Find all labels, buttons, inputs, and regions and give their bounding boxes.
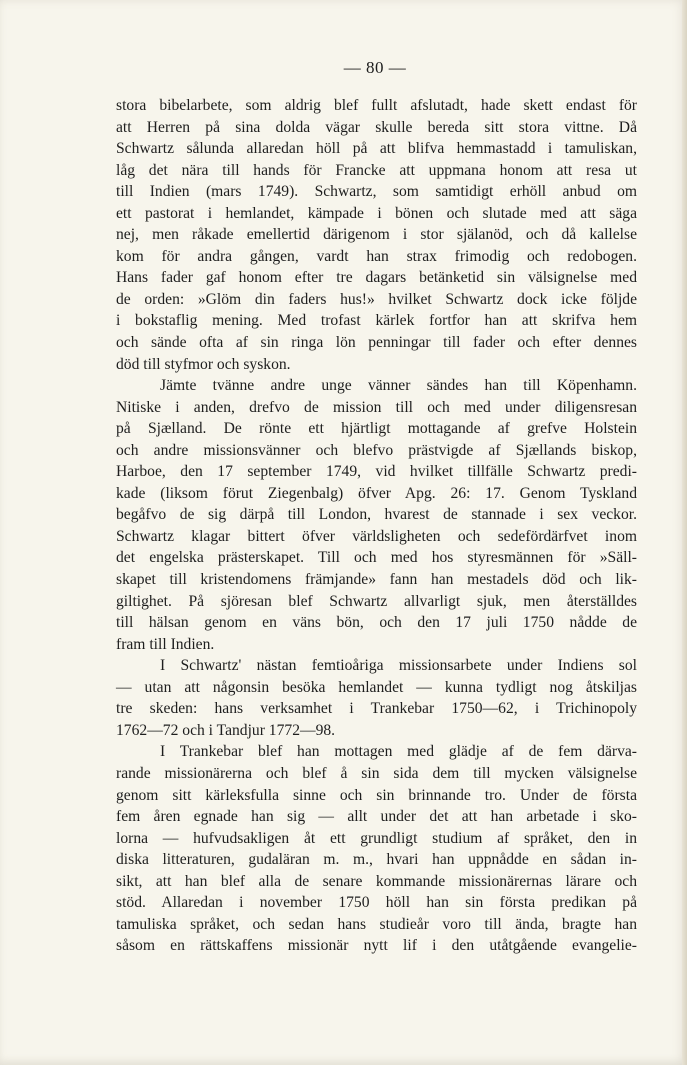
text-line: genom sitt kärleksfulla sinne och sin brinnande tro. Under de första (116, 786, 637, 804)
text-line: Jämte tvänne andre unge vänner sändes han till Köpenhamn. (160, 377, 637, 395)
text-line: I Trankebar blef han mottagen med glädje af de fem därva- (160, 743, 637, 761)
text-line: Hans fader gaf honom efter tre dagars betänketid sin välsignelse med (116, 269, 637, 287)
text-line: att Herren på sina dolda vägar skulle bereda sitt stora vittne. Då (116, 118, 637, 136)
text-line: fram till Indien. (116, 635, 215, 653)
text-line: tamuliska språket, och sedan hans studieår voro till ända, bragte han (116, 915, 637, 933)
text-line: I Schwartz' nästan femtioåriga missionsarbete under Indiens sol (160, 657, 637, 675)
text-line: nej, men råkade emellertid därigenom i stor själanöd, och då kallelse (116, 226, 637, 244)
text-line: lorna — hufvudsakligen åt ett grundligt studium af språket, den in (116, 829, 637, 847)
text-line: tre skeden: hans verksamhet i Trankebar 1750—62, i Trichinopoly (116, 700, 637, 718)
text-line: låg det nära till hands för Francke att uppmana honom att resa ut (116, 161, 637, 179)
text-line: såsom en rättskaffens missionär nytt lif i den utåtgående evangelie- (116, 937, 637, 955)
text-line: Harboe, den 17 september 1749, vid hvilket tillfälle Schwartz predi- (116, 463, 637, 481)
text-line: ett pastorat i hemlandet, kämpade i bönen och slutade med att säga (116, 204, 637, 222)
text-line: kom för andra gången, vardt han strax frimodig och redobogen. (116, 247, 637, 265)
text-line: sikt, att han blef alla de senare kommande missionärernas lärare och (116, 872, 637, 890)
text-line: det engelska prästerskapet. Till och med hos styresmännen för »Säll- (116, 549, 637, 567)
text-line: och andre missionsvänner och blefvo prästvigde af Sjællands biskop, (116, 441, 637, 459)
page-edge (682, 0, 687, 1065)
text-line: Schwartz sålunda allaredan höll på att blifva hemmastadd i tamuliskan, (116, 140, 637, 158)
text-line: stöd. Allaredan i november 1750 höll han sin första predikan på (116, 894, 637, 912)
text-line: Nitiske i anden, drefvo de mission till och med under diligensresan (116, 398, 637, 416)
page-number: — 80 — (343, 58, 407, 77)
text-line: fem åren egnade han sig — allt under det att han arbetade i sko- (116, 808, 637, 826)
text-line: — utan att någonsin besöka hemlandet — kunna tydligt nog åtskiljas (116, 678, 637, 696)
text-line: till Indien (mars 1749). Schwartz, som samtidigt erhöll anbud om (116, 183, 637, 201)
text-line: diska litteraturen, gudaläran m. m., hvari han uppnådde en sådan in- (116, 851, 637, 869)
text-line: 1762—72 och i Tandjur 1772—98. (116, 721, 336, 739)
text-line: de orden: »Glöm din faders hus!» hvilket Schwartz dock icke följde (116, 290, 637, 308)
text-line: begåfvo de sig därpå till London, hvarest de stannade i sex veckor. (116, 506, 637, 524)
text-line: giltighet. På sjöresan blef Schwartz allvarligt sjuk, men återställdes (116, 592, 637, 610)
text-line: stora bibelarbete, som aldrig blef fullt afslutadt, hade skett endast för (116, 97, 637, 114)
text-line: på Sjælland. De rönte ett hjärtligt mottagande af grefve Holstein (116, 420, 637, 438)
text-line: till hälsan genom en väns bön, och den 17 juli 1750 nådde de (116, 614, 637, 632)
text-line: rande missionärerna och blef å sin sida dem till mycken välsignelse (116, 764, 637, 782)
text-line: i bokstaflig mening. Med trofast kärlek fortfor han att skrifva hem (116, 312, 637, 330)
body-text (116, 95, 637, 957)
text-line: och sände ofta af sin ringa lön penningar till fader och efter dennes (116, 334, 637, 352)
text-line: Schwartz klagar bittert öfver världsligheten och sedefördärfvet inom (116, 527, 637, 545)
text-line: död till styfmor och syskon. (116, 355, 291, 373)
text-line: skapet till kristendomens främjande» fann han mestadels död och lik- (116, 571, 637, 589)
text-line: kade (liksom förut Ziegenbalg) öfver Apg. 26: 17. Genom Tyskland (116, 484, 637, 502)
